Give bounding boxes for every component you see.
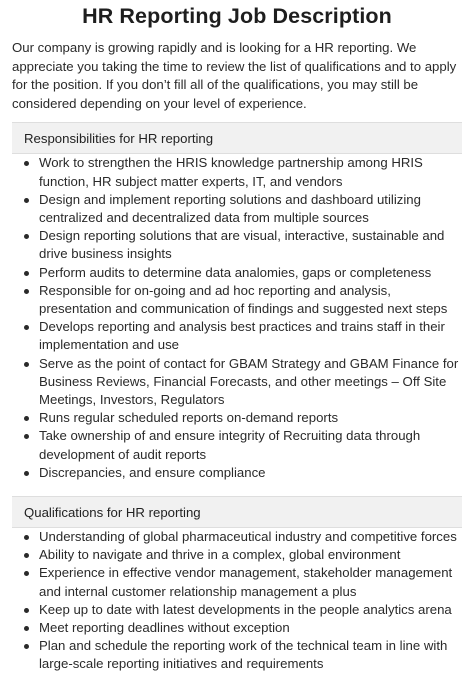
list-item: Design and implement reporting solutions and dashboard utilizing centralized and decentralized data from multiple sources	[12, 191, 462, 227]
responsibilities-section-header	[12, 122, 462, 154]
list-item: Take ownership of and ensure integrity of Recruiting data through development of audit reports	[12, 427, 462, 463]
responsibilities-list	[12, 154, 462, 482]
list-item: Design reporting solutions that are visual, interactive, sustainable and drive business insights	[12, 227, 462, 263]
list-item: Meet reporting deadlines without exception	[12, 619, 462, 637]
list-item: Ability to navigate and thrive in a complex, global environment	[12, 546, 462, 564]
list-item: Understanding of global pharmaceutical industry and competitive forces	[12, 528, 462, 546]
page-title: HR Reporting Job Description	[82, 4, 392, 28]
list-item: Responsible for on-going and ad hoc reporting and analysis, presentation and communication of findings and suggested next steps	[12, 282, 462, 318]
list-item: Discrepancies, and ensure compliance	[12, 464, 462, 482]
qualifications-list	[12, 528, 462, 674]
list-item: Experience in effective vendor management, stakeholder management and internal customer relationship management a plus	[12, 564, 462, 600]
intro-paragraph: Our company is growing rapidly and is looking for a HR reporting. We appreciate you taking the time to review the list of qualifications and to apply for the position. If you don’t fill all of the qualifications, you may still be considered depending on your level of experience.	[12, 40, 457, 111]
list-item: Keep up to date with latest developments in the people analytics arena	[12, 601, 462, 619]
list-item: Work to strengthen the HRIS knowledge partnership among HRIS function, HR subject matter experts, IT, and vendors	[12, 154, 462, 190]
list-item: Runs regular scheduled reports on-demand reports	[12, 409, 462, 427]
list-item: Plan and schedule the reporting work of the technical team in line with large-scale reporting initiatives and requirements	[12, 637, 462, 673]
list-item: Perform audits to determine data analomies, gaps or completeness	[12, 264, 462, 282]
qualifications-section-header	[12, 496, 462, 528]
list-item: Serve as the point of contact for GBAM Strategy and GBAM Finance for Business Reviews, Financial Forecasts, and other meetings – Off Site Meetings, Investors, Regulators	[12, 355, 462, 410]
qualifications-heading: Qualifications for HR reporting	[24, 504, 201, 520]
list-item: Develops reporting and analysis best practices and trains staff in their implementation and use	[12, 318, 462, 354]
responsibilities-heading: Responsibilities for HR reporting	[24, 130, 214, 146]
